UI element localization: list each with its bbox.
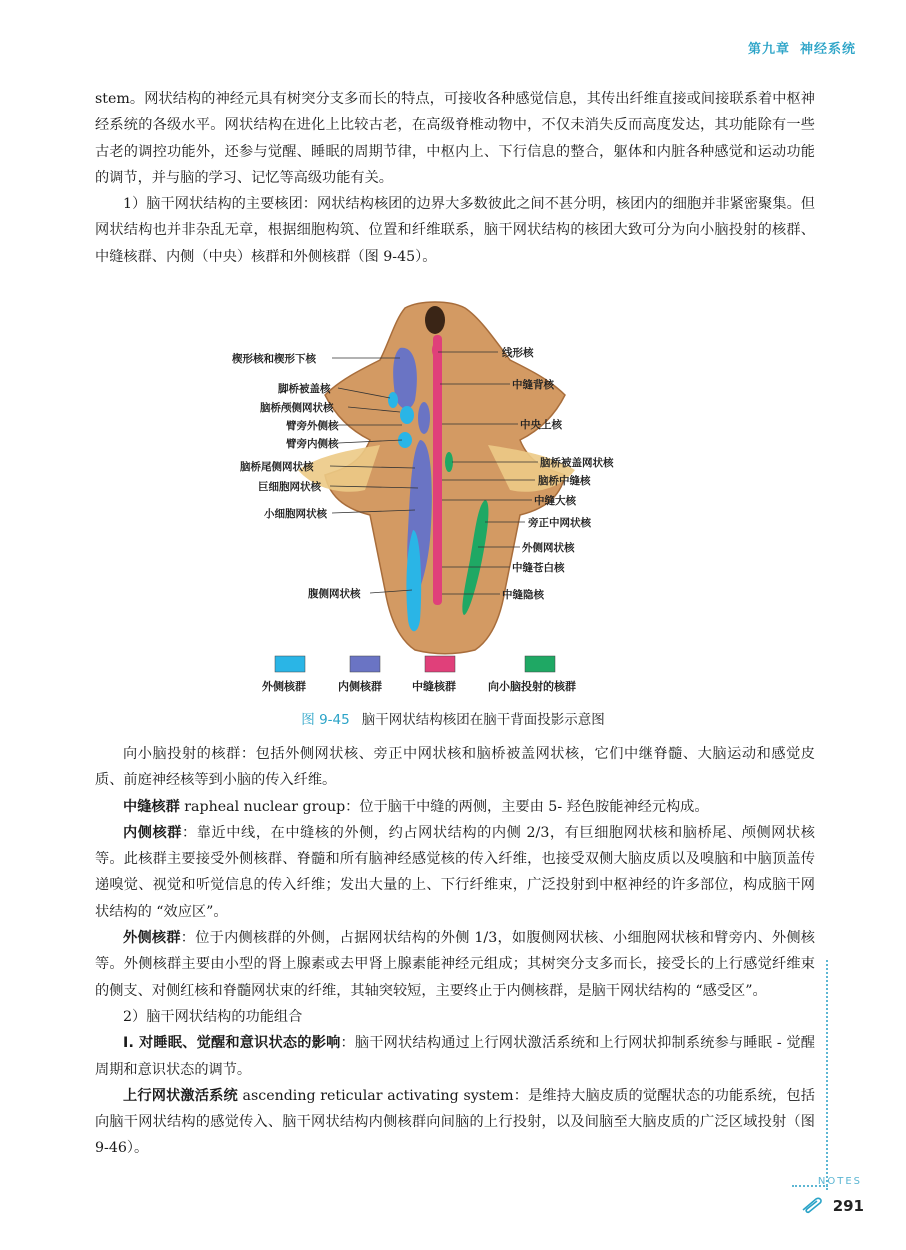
label-gigantocellular-reticular: 巨细胞网状核 — [258, 481, 321, 493]
legend-raphe: 中缝核群 — [412, 680, 456, 693]
lateral-nuclei-1 — [388, 392, 398, 408]
brainstem-figure — [220, 300, 690, 700]
running-header — [738, 38, 856, 57]
label-paramedian-reticular: 旁正中网状核 — [528, 517, 591, 529]
label-pedunculopontine-nucleus: 脚桥被盖核 — [278, 383, 331, 395]
label-lateral-reticular: 外侧网状核 — [522, 542, 575, 554]
legend-swatch-medial — [350, 656, 380, 672]
legend-swatch-precerebellar — [525, 656, 555, 672]
label-raphe-obscurus: 中缝隐核 — [502, 589, 544, 601]
notes-label: NOTES — [817, 1176, 862, 1187]
label-linear-nucleus: 线形核 — [502, 347, 534, 359]
label-pontine-oral-reticular: 脑桥颅侧网状核 — [260, 402, 334, 414]
medial-nuclei-mid — [418, 402, 430, 434]
label-raphe-pallidus: 中缝苍白核 — [512, 562, 565, 574]
label-lateral-parabrachial: 臂旁外侧核 — [286, 420, 339, 432]
raphe-linear — [432, 342, 442, 358]
paragraph-main-nuclei: 1）脑干网状结构的主要核团：网状结构核团的边界大多数彼此之间不甚分明，核团内的细胞并非紧密聚集。但网状结构也并非杂乱无章，根据细胞构筑、位置和纤维联系，脑干网状结构的核团大致可分为向小脑投射的核群、中缝核群、内侧（中央）核群和外侧核群（图 9-45）。 — [95, 196, 815, 265]
chapter-title: 神经系统 — [799, 42, 856, 57]
bottom-text-block — [95, 741, 815, 1162]
label-parvocellular-reticular: 小细胞网状核 — [264, 508, 327, 520]
figure-caption — [0, 708, 906, 728]
legend-lateral: 外侧核群 — [262, 680, 306, 693]
label-raphe-magnus: 中缝大核 — [534, 495, 576, 507]
section-raphe: 中缝核群 raphеal nuclear group：位于脑干中缝的两侧，主要由 5- 羟色胺能神经元构成。 — [123, 798, 709, 815]
label-pontine-tegmental-reticular: 脑桥被盖网状核 — [540, 457, 614, 469]
legend-swatch-raphe — [425, 656, 455, 672]
label-ventral-reticular: 腹侧网状核 — [308, 588, 361, 600]
raphe-nuclei-column — [433, 335, 442, 605]
label-pontine-caudal-reticular: 脑桥尾侧网状核 — [240, 461, 314, 473]
section-precerebellar: 向小脑投射的核群：包括外侧网状核、旁正中网状核和脑桥被盖网状核，它们中继脊髓、大脑运动和感觉皮质、前庭神经核等到小脑的传入纤维。 — [95, 746, 815, 789]
section-sleep-wake: Ⅰ. 对睡眠、觉醒和意识状态的影响：脑干网状结构通过上行网状激活系统和上行网状抑制系统参与睡眠 - 觉醒周期和意识状态的调节。 — [95, 1035, 815, 1078]
legend-medial: 内侧核群 — [338, 680, 382, 693]
precerebellar-pontine — [445, 452, 453, 472]
figure-legend — [262, 656, 576, 693]
section-aras: 上行网状激活系统 ascending reticular activating system：是维持大脑皮质的觉醒状态的功能系统，包括向脑干网状结构的感觉传入、脑干网状结构内侧核群向间脑的上行投射，以及间脑至大脑皮质的广泛区域投射（图 9-46）。 — [95, 1087, 815, 1157]
legend-precerebellar: 向小脑投射的核群 — [488, 680, 576, 693]
top-text-block — [95, 86, 815, 270]
page-number: 291 — [832, 1197, 864, 1215]
legend-swatch-lateral — [275, 656, 305, 672]
section-function-heading: 2）脑干网状结构的功能组合 — [123, 1008, 303, 1025]
paragraph-intro: stem。网状结构的神经元具有树突分支多而长的特点，可接收各种感觉信息，其传出纤维直接或间接联系着中枢神经系统的各级水平。网状结构在进化上比较古老，在高级脊椎动物中，不仅未消失反而高度发达，其功能除有一些古老的调控功能外，还参与觉醒、睡眠的周期节律，中枢内上、下行信息的整合，躯体和内脏各种感觉和运动功能的调节，并与脑的学习、记忆等高级功能有关。 — [95, 91, 815, 186]
figure-caption-text: 脑干网状结构核团在脑干背面投影示意图 — [361, 712, 605, 728]
lateral-nuclei-2 — [400, 406, 414, 424]
paperclip-icon — [800, 1196, 826, 1214]
section-lateral: 外侧核群：位于内侧核群的外侧，占据网状结构的外侧 1/3，如腹侧网状核、小细胞网状核和臂旁内、外侧核等。外侧核群主要由小型的肾上腺素或去甲肾上腺素能神经元组成；其树突分支多而长，接受长的上行感觉纤维束的侧支、对侧红核和脊髓网状束的纤维，其轴突较短，主要终止于内侧核群，是脑干网状结构的 “感受区”。 — [95, 930, 815, 999]
label-dorsal-raphe: 中缝背核 — [512, 379, 554, 391]
notes-margin-line — [826, 960, 828, 1190]
chapter-number: 第九章 — [747, 42, 790, 57]
label-superior-central: 中央上核 — [520, 419, 562, 431]
label-cuneiform-nucleus: 楔形核和楔形下核 — [232, 353, 316, 365]
label-medial-parabrachial: 臂旁内侧核 — [286, 438, 339, 450]
label-pontine-raphe: 脑桥中缝核 — [538, 475, 591, 487]
fourth-ventricle — [425, 306, 445, 334]
section-medial: 内侧核群：靠近中线，在中缝核的外侧，约占网状结构的内侧 2/3，有巨细胞网状核和脑桥尾、颅侧网状核等。此核群主要接受外侧核群、脊髓和所有脑神经感觉核的传入纤维，也接受双侧大脑皮质以及嗅脑和中脑顶盖传递嗅觉、视觉和听觉信息的传入纤维；发出大量的上、下行纤维束，广泛投射到中枢神经的许多部位，构成脑干网状结构的 “效应区”。 — [95, 824, 815, 920]
figure-number: 图 9-45 — [301, 712, 350, 728]
